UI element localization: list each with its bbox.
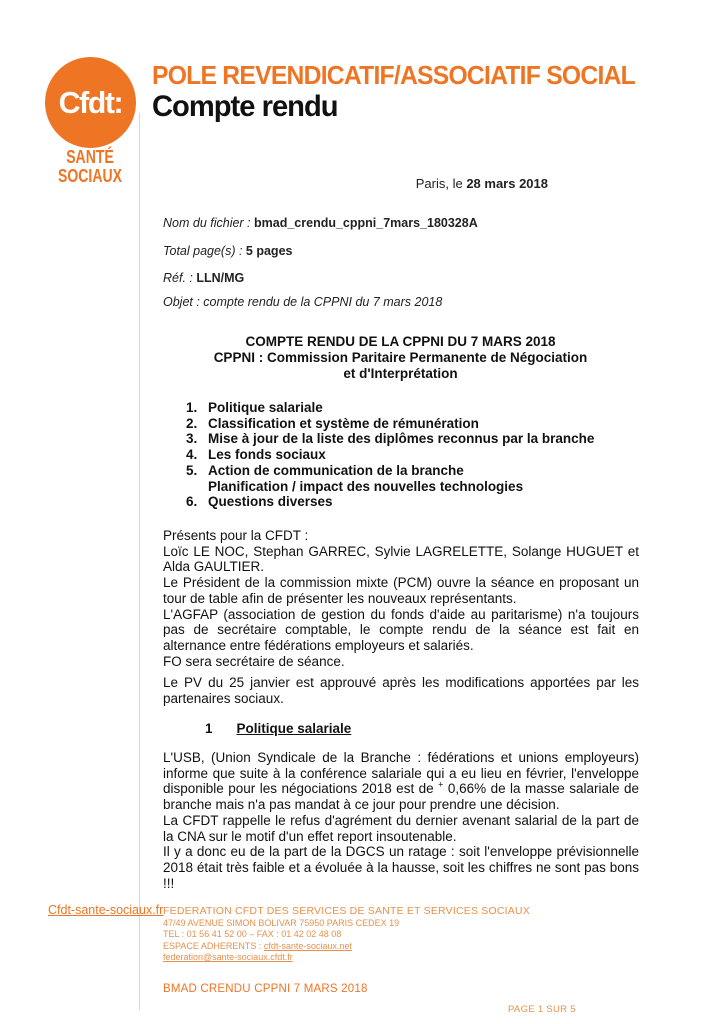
section-label: Politique salariale bbox=[236, 721, 352, 736]
meta-pages-label: Total page(s) : bbox=[163, 243, 246, 258]
email-line bbox=[163, 952, 583, 964]
cfdt-logo-text: Cfdt: bbox=[58, 84, 123, 120]
federation-tel-fax: TEL : 01 56 41 52 00 – FAX : 01 42 02 48 08 bbox=[163, 929, 342, 939]
main-title-line2: CPPNI : Commission Paritaire Permanente de Négociation bbox=[213, 350, 588, 365]
meta-object-value: compte rendu de la CPPNI du 7 mars 2018 bbox=[203, 294, 443, 309]
footer-contact-block bbox=[163, 906, 583, 964]
agenda-item-text: Questions diverses bbox=[208, 494, 333, 510]
paragraph-fo: FO sera secrétaire de séance. bbox=[163, 653, 345, 669]
cfdt-logo bbox=[45, 57, 136, 148]
agenda-item-text: Mise à jour de la liste des diplômes reconnus par la branche bbox=[208, 431, 595, 447]
agenda-item-text: Les fonds sociaux bbox=[208, 447, 326, 463]
agenda-item bbox=[186, 431, 638, 447]
paragraph-presents-names: Loïc LE NOC, Stephan GARREC, Sylvie LAGRELETTE, Solange HUGUET et Alda GAULTIER. bbox=[163, 543, 639, 575]
agenda-item bbox=[186, 416, 638, 432]
agenda-item-number: 4. bbox=[186, 447, 198, 463]
dateline-date: 28 mars 2018 bbox=[466, 176, 548, 191]
dateline bbox=[163, 176, 638, 191]
body-paragraph-pv bbox=[163, 675, 639, 706]
logo-subtitle-line2: SOCIAUX bbox=[58, 166, 122, 186]
meta-filename-value: bmad_crendu_cppni_7mars_180328A bbox=[254, 216, 478, 230]
document-metadata bbox=[163, 215, 638, 310]
dateline-prefix: Paris, le bbox=[415, 176, 467, 191]
agenda-item-number: 6. bbox=[186, 494, 198, 510]
agenda-item bbox=[186, 494, 638, 510]
pole-title: POLE REVENDICATIF/ASSOCIATIF SOCIAL bbox=[152, 60, 635, 90]
paragraph-usb-pre: L'USB, (Union Syndicale de la Branche : fédérations et unions employeurs) informe que suite à la conférence salariale qui a eu lieu en février, l'enveloppe disponible pour les négociations 2018 est de bbox=[163, 750, 639, 797]
website-link[interactable]: Cfdt-sante-sociaux.fr bbox=[48, 903, 164, 917]
main-title bbox=[163, 334, 638, 382]
section-heading-politique-salariale bbox=[205, 721, 351, 736]
federation-address: 47/49 AVENUE SIMON BOLIVAR 75950 PARIS CEDEX 19 bbox=[163, 917, 400, 928]
meta-ref-value: LLN/MG bbox=[196, 271, 245, 285]
paragraph-agfap: L'AGFAP (association de gestion du fonds d'aide au paritarisme) n'a toujours pas de secrétaire comptable, le compte rendu de la séance est fait en alternance entre fédérations employeurs et salariés. bbox=[163, 606, 639, 653]
document-type-title: Compte rendu bbox=[152, 90, 338, 123]
main-title-line3: et d'Interprétation bbox=[343, 366, 458, 381]
paragraph-pv: Le PV du 25 janvier est approuvé après les modifications apportées par les partenaires sociaux. bbox=[163, 675, 639, 706]
agenda-item-continuation: Planification / impact des nouvelles technologies bbox=[208, 478, 524, 494]
paragraph-dgcs: Il y a donc eu de la part de la DGCS un ratage : soit l'enveloppe prévisionnelle 2018 était très faible et a évoluée à la hausse, soit les chiffres ne sont pas bons !!! bbox=[163, 844, 639, 891]
federation-email-link[interactable]: federation@sante-sociaux.cfdt.fr bbox=[163, 952, 293, 962]
agenda-item bbox=[186, 447, 638, 463]
adherents-link[interactable]: cfdt-sante-sociaux.net bbox=[263, 940, 352, 951]
logo-subtitle bbox=[35, 148, 144, 186]
meta-object bbox=[163, 294, 638, 310]
agenda-item-number: 3. bbox=[186, 431, 198, 447]
meta-pages bbox=[163, 243, 638, 259]
agenda-item-text: Action de communication de la branche bbox=[208, 462, 464, 478]
paragraph-usb-post: 0,66% de la masse salariale de branche mais n'a pas mandat à ce jour pour prendre une décision. bbox=[163, 781, 639, 813]
federation-name: FEDERATION CFDT DES SERVICES DE SANTE ET SERVICES SOCIAUX bbox=[163, 905, 530, 917]
page-indicator: PAGE 1 SUR 5 bbox=[508, 1004, 576, 1015]
meta-object-label: Objet : bbox=[163, 294, 204, 309]
agenda-item-number: 5. bbox=[186, 462, 198, 478]
agenda-list bbox=[186, 400, 638, 510]
body-paragraphs-attendance bbox=[163, 528, 639, 669]
adherents-line bbox=[163, 941, 583, 953]
superscript-plus: + bbox=[438, 779, 444, 790]
agenda-item-number: 1. bbox=[186, 400, 198, 415]
paragraph-president: Le Président de la commission mixte (PCM) ouvre la séance en proposant un tour de table afin de présenter les nouveaux représentants. bbox=[163, 575, 639, 606]
section-number: 1 bbox=[205, 721, 213, 736]
meta-ref-label: Réf. : bbox=[163, 271, 197, 285]
adherents-label: ESPACE ADHERENTS : bbox=[163, 940, 264, 951]
left-margin-rule bbox=[139, 113, 140, 1010]
body-paragraphs-section1 bbox=[163, 750, 639, 891]
agenda-item-text: Classification et système de rémunération bbox=[208, 415, 479, 431]
document-reference: BMAD CRENDU CPPNI 7 MARS 2018 bbox=[163, 983, 368, 995]
agenda-item bbox=[186, 463, 638, 479]
agenda-item-text: Politique salariale bbox=[208, 400, 323, 415]
agenda-item-number: 2. bbox=[186, 415, 198, 431]
meta-filename-label: Nom du fichier : bbox=[163, 216, 255, 230]
meta-ref bbox=[163, 270, 638, 286]
meta-filename bbox=[163, 215, 638, 231]
paragraph-usb bbox=[163, 750, 639, 813]
paragraph-cfdt-refus: La CFDT rappelle le refus d'agrément du dernier avenant salarial de la part de la CNA sur le motif d'un effet report insoutenable. bbox=[163, 812, 639, 844]
agenda-item bbox=[186, 400, 638, 416]
meta-pages-value: 5 pages bbox=[245, 243, 293, 258]
paragraph-presents-intro: Présents pour la CFDT : bbox=[163, 528, 309, 543]
logo-subtitle-line1: SANTÉ bbox=[66, 147, 114, 167]
main-title-line1: COMPTE RENDU DE LA CPPNI DU 7 MARS 2018 bbox=[245, 334, 556, 349]
